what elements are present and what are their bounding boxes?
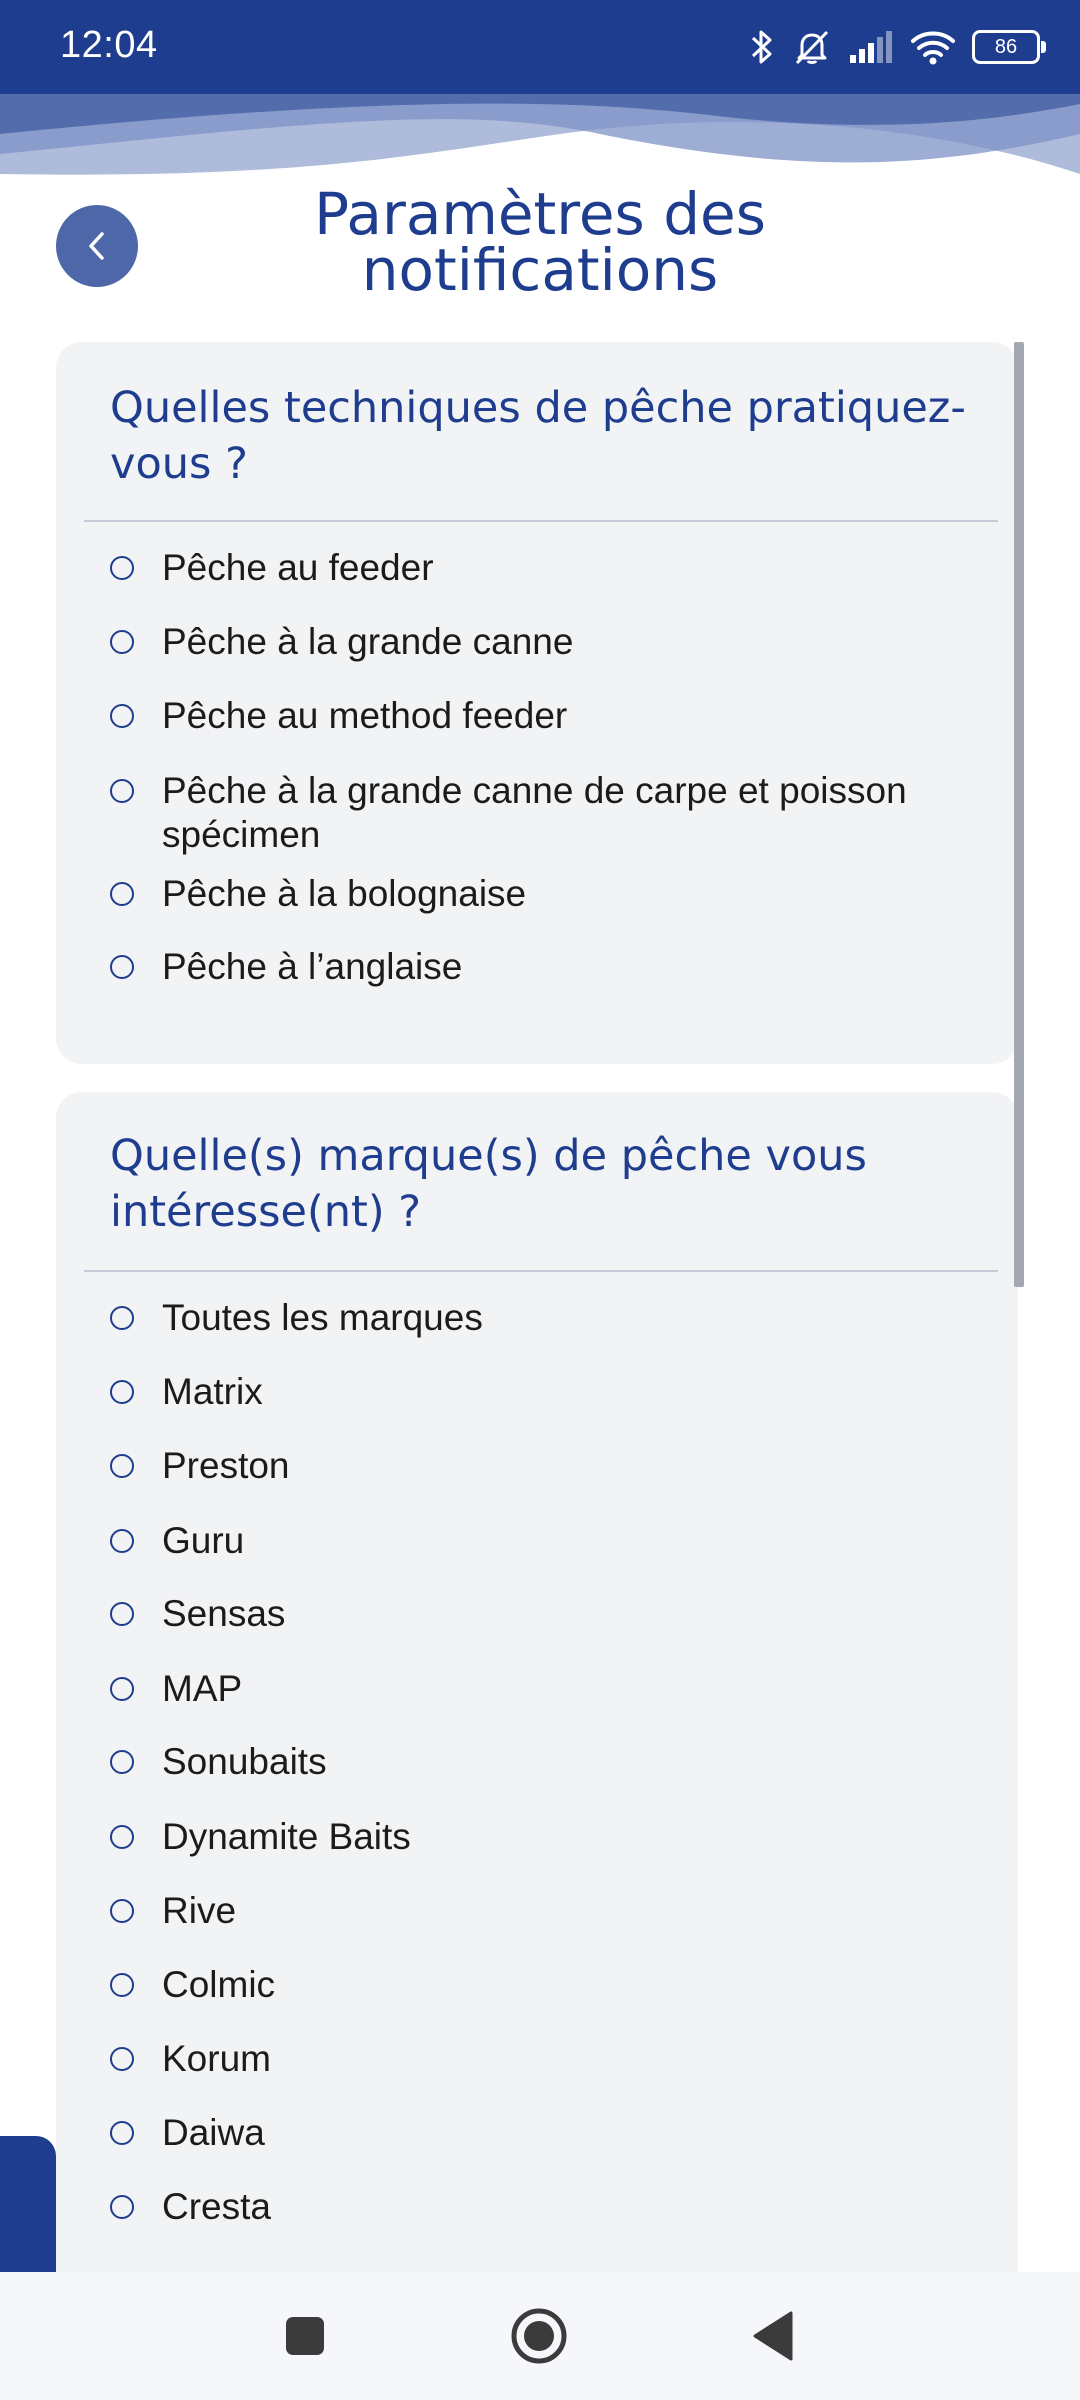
brand-option[interactable] (110, 1740, 990, 1784)
option-label: Daiwa (162, 2112, 265, 2153)
option-label: MAP (162, 1668, 243, 1709)
back-icon (751, 2311, 795, 2361)
back-nav-button[interactable] (728, 2302, 818, 2370)
option-label: Toutes les marques (162, 1297, 483, 1338)
brand-option[interactable] (110, 2037, 990, 2081)
brand-option[interactable] (110, 1963, 990, 2007)
techniques-title: Quelles techniques de pêche pratiquez-vous ? (110, 383, 966, 489)
brand-option[interactable] (110, 2111, 990, 2155)
techniques-card (56, 342, 1018, 1064)
wifi-icon (910, 28, 956, 66)
home-button[interactable] (494, 2302, 584, 2370)
technique-option[interactable] (110, 769, 990, 857)
status-icons (748, 22, 1040, 72)
option-label: Guru (162, 1520, 245, 1561)
option-label: Pêche au feeder (162, 547, 434, 588)
option-label: Matrix (162, 1371, 263, 1412)
technique-option[interactable] (110, 620, 990, 664)
radio-button[interactable] (110, 2195, 134, 2219)
recent-apps-icon (285, 2316, 325, 2356)
radio-button[interactable] (110, 556, 134, 580)
status-bar (0, 0, 1080, 94)
technique-option[interactable] (110, 546, 990, 590)
recent-apps-button[interactable] (260, 2302, 350, 2370)
bell-off-icon (792, 27, 832, 67)
technique-option[interactable] (110, 694, 990, 738)
brand-option[interactable] (110, 1815, 990, 1859)
radio-button[interactable] (110, 1899, 134, 1923)
radio-button[interactable] (110, 1973, 134, 1997)
bluetooth-icon (748, 27, 776, 67)
radio-button[interactable] (110, 1454, 134, 1478)
option-label: Pêche à l’anglaise (162, 946, 463, 987)
home-icon (510, 2307, 568, 2365)
radio-button[interactable] (110, 955, 134, 979)
radio-button[interactable] (110, 1825, 134, 1849)
option-label: Rive (162, 1890, 237, 1931)
techniques-divider (84, 520, 998, 522)
battery-level: 86 (994, 36, 1018, 58)
chevron-left-icon (82, 229, 112, 263)
decorative-blob (0, 2136, 56, 2272)
brand-option[interactable] (110, 1667, 990, 1711)
option-label: Colmic (162, 1964, 276, 2005)
option-label: Cresta (162, 2186, 271, 2227)
header-wave (0, 94, 1080, 184)
radio-button[interactable] (110, 704, 134, 728)
back-button[interactable] (56, 205, 138, 287)
option-label: Sonubaits (162, 1741, 327, 1782)
signal-icon (848, 29, 894, 65)
scrollbar[interactable] (1014, 342, 1024, 1287)
brand-option[interactable] (110, 1889, 990, 1933)
radio-button[interactable] (110, 1529, 134, 1553)
brands-divider (84, 1270, 998, 1272)
brand-option[interactable] (110, 1296, 990, 1340)
radio-button[interactable] (110, 882, 134, 906)
technique-option[interactable] (110, 872, 990, 916)
brand-option[interactable] (110, 1370, 990, 1414)
radio-button[interactable] (110, 1750, 134, 1774)
option-label: Pêche au method feeder (162, 695, 568, 736)
brands-card (56, 1092, 1018, 2272)
battery-icon (972, 30, 1040, 64)
brands-title: Quelle(s) marque(s) de pêche vous intéresse(nt) ? (110, 1131, 867, 1237)
option-label: Korum (162, 2038, 271, 2079)
radio-button[interactable] (110, 1380, 134, 1404)
technique-option[interactable] (110, 945, 990, 989)
option-label: Sensas (162, 1593, 286, 1634)
page-title: Paramètres des notifications (314, 180, 766, 304)
radio-button[interactable] (110, 1677, 134, 1701)
option-label: Pêche à la grande canne (162, 621, 574, 662)
option-label: Pêche à la grande canne de carpe et poisson spécimen (162, 770, 907, 855)
brand-option[interactable] (110, 2185, 990, 2229)
radio-button[interactable] (110, 779, 134, 803)
brand-option[interactable] (110, 1444, 990, 1488)
brand-option[interactable] (110, 1519, 990, 1563)
option-label: Dynamite Baits (162, 1816, 411, 1857)
radio-button[interactable] (110, 630, 134, 654)
status-time: 12:04 (60, 24, 158, 66)
navigation-bar (0, 2272, 1080, 2400)
option-label: Preston (162, 1445, 290, 1486)
radio-button[interactable] (110, 2047, 134, 2071)
radio-button[interactable] (110, 2121, 134, 2145)
radio-button[interactable] (110, 1602, 134, 1626)
radio-button[interactable] (110, 1306, 134, 1330)
option-label: Pêche à la bolognaise (162, 873, 527, 914)
brand-option[interactable] (110, 1592, 990, 1636)
